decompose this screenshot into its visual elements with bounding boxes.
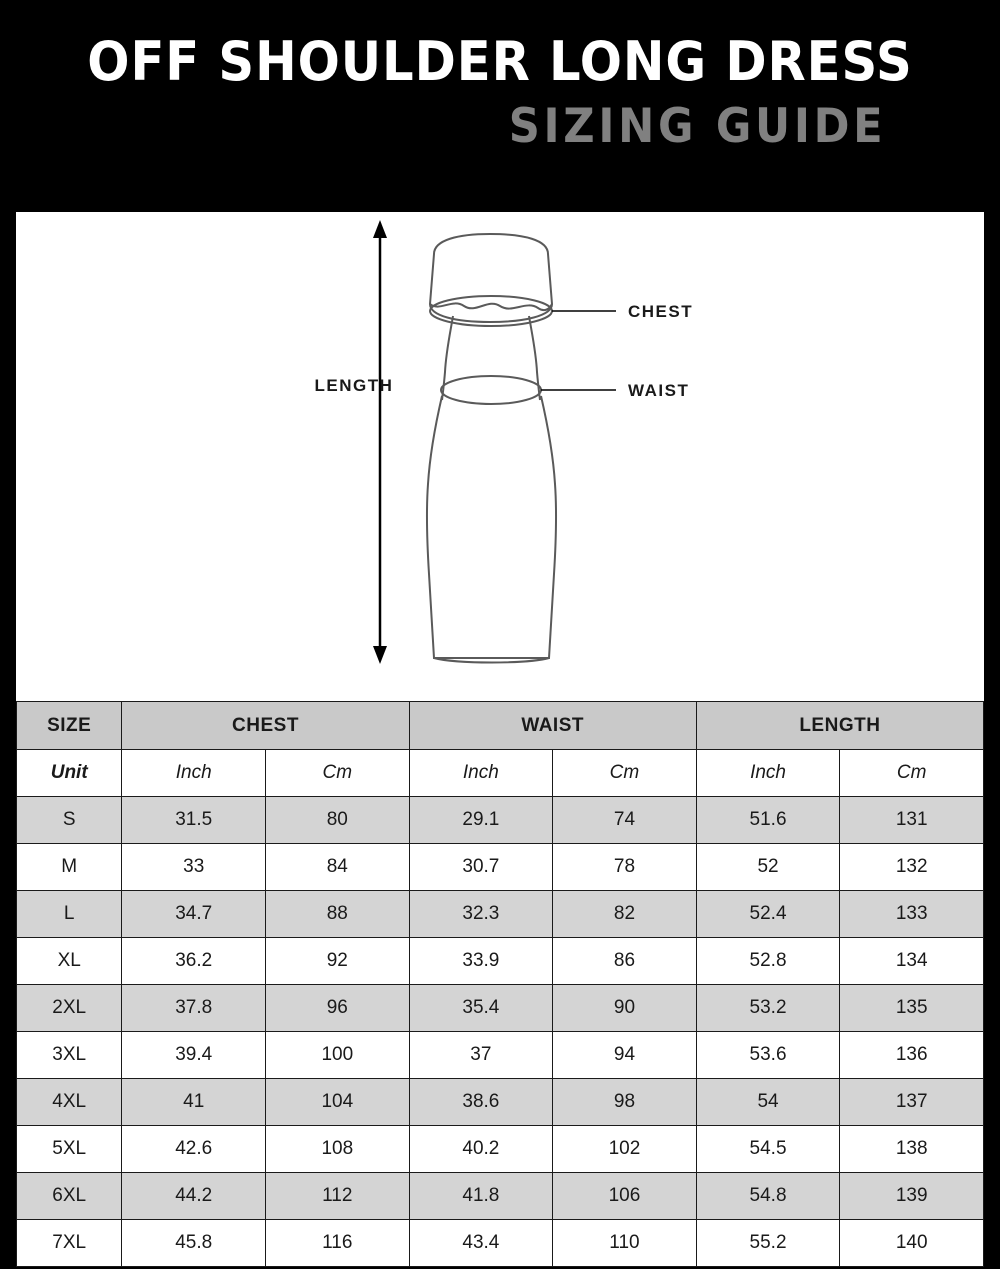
- row-waist-cm: 110: [553, 1220, 697, 1267]
- row-size: 6XL: [17, 1173, 122, 1220]
- table-row: [17, 985, 984, 1032]
- row-size: 2XL: [17, 985, 122, 1032]
- row-chest-inch: 45.8: [122, 1220, 266, 1267]
- row-chest-inch: 42.6: [122, 1126, 266, 1173]
- length-label: LENGTH: [314, 376, 394, 395]
- row-chest-inch: 36.2: [122, 938, 266, 985]
- unit-label: Unit: [17, 750, 122, 797]
- row-waist-inch: 37: [409, 1032, 553, 1079]
- row-waist-cm: 102: [553, 1126, 697, 1173]
- waist-label: WAIST: [628, 381, 690, 400]
- row-size: M: [17, 844, 122, 891]
- row-chest-cm: 96: [266, 985, 410, 1032]
- row-waist-inch: 43.4: [409, 1220, 553, 1267]
- row-length-cm: 138: [840, 1126, 984, 1173]
- unit-chest-inch: Inch: [122, 750, 266, 797]
- row-length-cm: 132: [840, 844, 984, 891]
- table-row: [17, 1173, 984, 1220]
- row-length-inch: 54.5: [696, 1126, 840, 1173]
- row-waist-cm: 74: [553, 797, 697, 844]
- row-length-inch: 55.2: [696, 1220, 840, 1267]
- row-length-inch: 52.4: [696, 891, 840, 938]
- table-row: [17, 1079, 984, 1126]
- row-waist-inch: 41.8: [409, 1173, 553, 1220]
- row-waist-inch: 30.7: [409, 844, 553, 891]
- row-chest-inch: 31.5: [122, 797, 266, 844]
- row-chest-cm: 84: [266, 844, 410, 891]
- header-length: LENGTH: [696, 702, 983, 750]
- row-size: 3XL: [17, 1032, 122, 1079]
- row-length-cm: 140: [840, 1220, 984, 1267]
- row-chest-inch: 39.4: [122, 1032, 266, 1079]
- row-chest-cm: 80: [266, 797, 410, 844]
- row-chest-inch: 34.7: [122, 891, 266, 938]
- row-waist-cm: 86: [553, 938, 697, 985]
- unit-waist-inch: Inch: [409, 750, 553, 797]
- row-chest-inch: 44.2: [122, 1173, 266, 1220]
- row-length-cm: 137: [840, 1079, 984, 1126]
- dress-outline: [427, 234, 556, 663]
- row-waist-inch: 38.6: [409, 1079, 553, 1126]
- row-size: 7XL: [17, 1220, 122, 1267]
- row-waist-inch: 40.2: [409, 1126, 553, 1173]
- row-waist-cm: 82: [553, 891, 697, 938]
- row-size: 5XL: [17, 1126, 122, 1173]
- page-subtitle: SIZING GUIDE: [508, 98, 887, 154]
- row-waist-inch: 35.4: [409, 985, 553, 1032]
- unit-chest-cm: Cm: [266, 750, 410, 797]
- row-length-inch: 53.2: [696, 985, 840, 1032]
- row-length-inch: 54.8: [696, 1173, 840, 1220]
- row-chest-cm: 104: [266, 1079, 410, 1126]
- row-waist-inch: 33.9: [409, 938, 553, 985]
- table-row: [17, 844, 984, 891]
- chest-label: CHEST: [628, 302, 694, 321]
- row-length-inch: 52.8: [696, 938, 840, 985]
- row-chest-inch: 41: [122, 1079, 266, 1126]
- size-table-container: [16, 701, 984, 1267]
- size-table: [16, 701, 984, 1267]
- row-chest-cm: 88: [266, 891, 410, 938]
- row-length-inch: 51.6: [696, 797, 840, 844]
- row-chest-cm: 108: [266, 1126, 410, 1173]
- row-length-cm: 131: [840, 797, 984, 844]
- header: [0, 0, 1000, 170]
- table-unit-row: [17, 750, 984, 797]
- row-chest-cm: 92: [266, 938, 410, 985]
- table-header-row: [17, 702, 984, 750]
- table-row: [17, 1032, 984, 1079]
- row-size: XL: [17, 938, 122, 985]
- table-row: [17, 891, 984, 938]
- row-length-inch: 52: [696, 844, 840, 891]
- header-waist: WAIST: [409, 702, 696, 750]
- dress-diagram: [16, 212, 984, 701]
- header-size: SIZE: [17, 702, 122, 750]
- table-row: [17, 938, 984, 985]
- page-title: OFF SHOULDER LONG DRESS: [87, 30, 913, 93]
- row-size: L: [17, 891, 122, 938]
- row-waist-cm: 90: [553, 985, 697, 1032]
- row-length-cm: 136: [840, 1032, 984, 1079]
- unit-length-cm: Cm: [840, 750, 984, 797]
- row-waist-cm: 94: [553, 1032, 697, 1079]
- row-chest-inch: 33: [122, 844, 266, 891]
- row-length-cm: 139: [840, 1173, 984, 1220]
- row-chest-cm: 116: [266, 1220, 410, 1267]
- row-waist-cm: 106: [553, 1173, 697, 1220]
- row-chest-cm: 100: [266, 1032, 410, 1079]
- row-length-cm: 135: [840, 985, 984, 1032]
- row-waist-inch: 29.1: [409, 797, 553, 844]
- row-length-cm: 134: [840, 938, 984, 985]
- table-row: [17, 797, 984, 844]
- row-waist-cm: 98: [553, 1079, 697, 1126]
- row-waist-cm: 78: [553, 844, 697, 891]
- illustration-panel: [16, 212, 984, 701]
- header-chest: CHEST: [122, 702, 409, 750]
- row-chest-inch: 37.8: [122, 985, 266, 1032]
- table-row: [17, 1126, 984, 1173]
- row-waist-inch: 32.3: [409, 891, 553, 938]
- row-size: S: [17, 797, 122, 844]
- row-length-cm: 133: [840, 891, 984, 938]
- unit-length-inch: Inch: [696, 750, 840, 797]
- row-length-inch: 53.6: [696, 1032, 840, 1079]
- row-length-inch: 54: [696, 1079, 840, 1126]
- row-size: 4XL: [17, 1079, 122, 1126]
- table-row: [17, 1220, 984, 1267]
- length-arrow-icon: [373, 220, 387, 664]
- row-chest-cm: 112: [266, 1173, 410, 1220]
- unit-waist-cm: Cm: [553, 750, 697, 797]
